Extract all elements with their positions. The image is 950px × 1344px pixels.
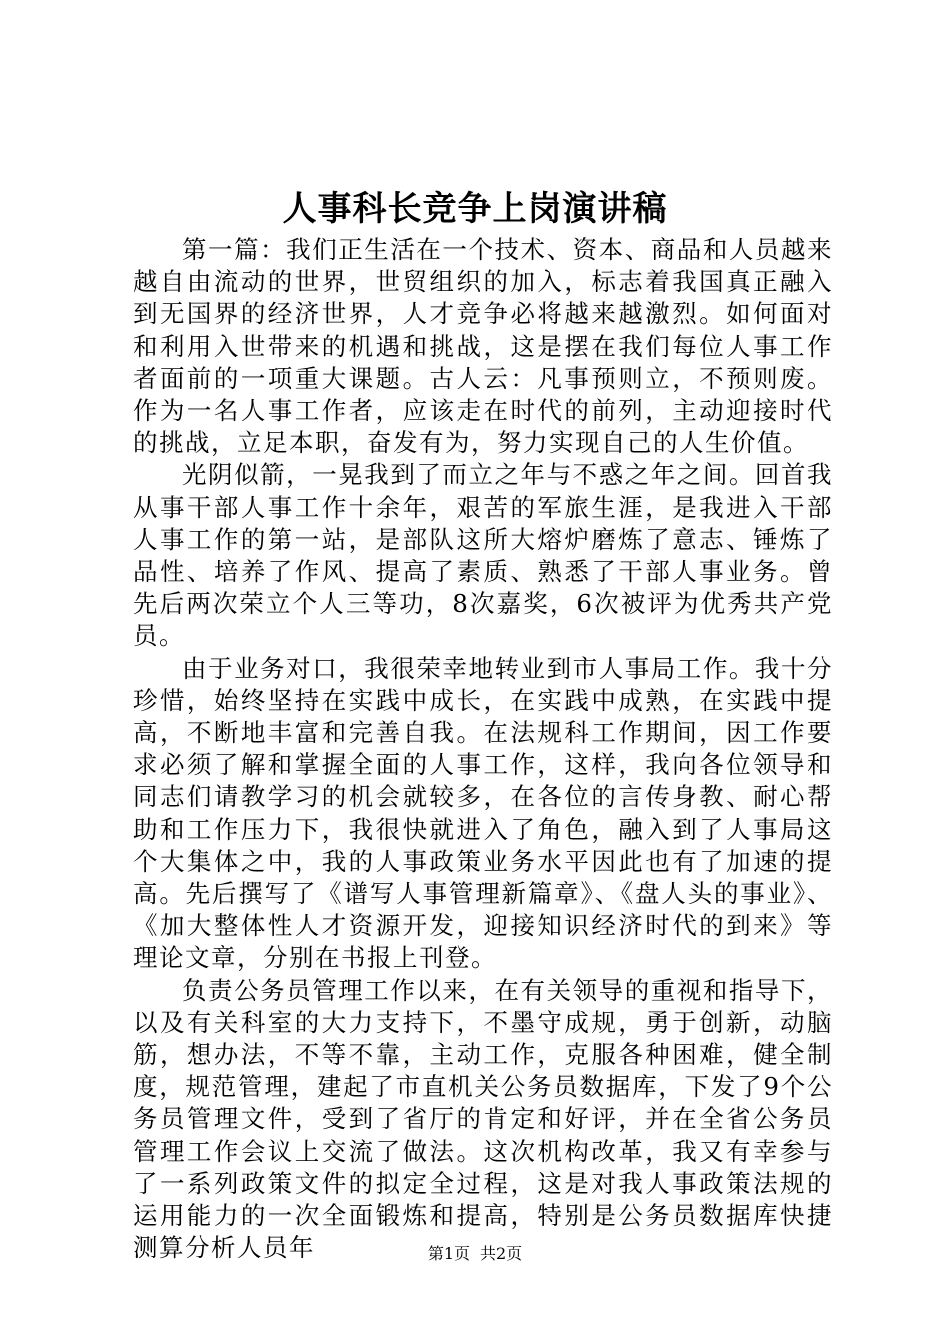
page-footer — [0, 1242, 950, 1266]
paragraph-1: 第一篇：我们正生活在一个技术、资本、商品和人员越来越自由流动的世界，世贸组织的加入，标志着我国真正融入到无国界的经济世界，人才竞争必将越来越激烈。如何面对和利用入世带来的机遇和挑战，这是摆在我们每位人事工作者面前的一项重大课题。古人云：凡事预则立，不预则废。作为一名人事工作者，应该走在时代的前列，主动迎接时代的挑战，立足本职，奋发有为，努力实现自己的人生价值。 — [133, 235, 833, 458]
page-total: 共2页 — [480, 1244, 523, 1263]
paragraph-4: 负责公务员管理工作以来，在有关领导的重视和指导下，以及有关科室的大力支持下，不墨守成规，勇于创新，动脑筋，想办法，不等不靠，主动工作，克服各种困难，健全制度，规范管理，建起了市直机关公务员数据库，下发了9个公务员管理文件，受到了省厅的肯定和好评，并在全省公务员管理工作会议上交流了做法。这次机构改革，我又有幸参与了一系列政策文件的拟定全过程，这是对我人事政策法规的运用能力的一次全面锻炼和提高，特别是公务员数据库快捷测算分析人员年 — [133, 975, 833, 1263]
paragraph-2: 光阴似箭，一晃我到了而立之年与不惑之年之间。回首我从事干部人事工作十余年，艰苦的军旅生涯，是我进入干部人事工作的第一站，是部队这所大熔炉磨炼了意志、锤炼了品性、培养了作风、提高了素质、熟悉了干部人事业务。曾先后两次荣立个人三等功，8次嘉奖，6次被评为优秀共产党员。 — [133, 460, 833, 651]
paragraph-3: 由于业务对口，我很荣幸地转业到市人事局工作。我十分珍惜，始终坚持在实践中成长，在实践中成熟，在实践中提高，不断地丰富和完善自我。在法规科工作期间，因工作要求必须了解和掌握全面的人事工作，这样，我向各位领导和同志们请教学习的机会就较多，在各位的言传身教、耐心帮助和工作压力下，我很快就进入了角色，融入到了人事局这个大集体之中，我的人事政策业务水平因此也有了加速的提高。先后撰写了《谱写人事管理新篇章》、《盘人头的事业》、《加大整体性人才资源开发，迎接知识经济时代的到来》等理论文章，分别在书报上刊登。 — [133, 653, 833, 973]
document-body — [133, 234, 833, 1265]
page-number: 第1页 — [427, 1244, 470, 1263]
document-title: 人事科长竞争上岗演讲稿 — [282, 189, 668, 229]
